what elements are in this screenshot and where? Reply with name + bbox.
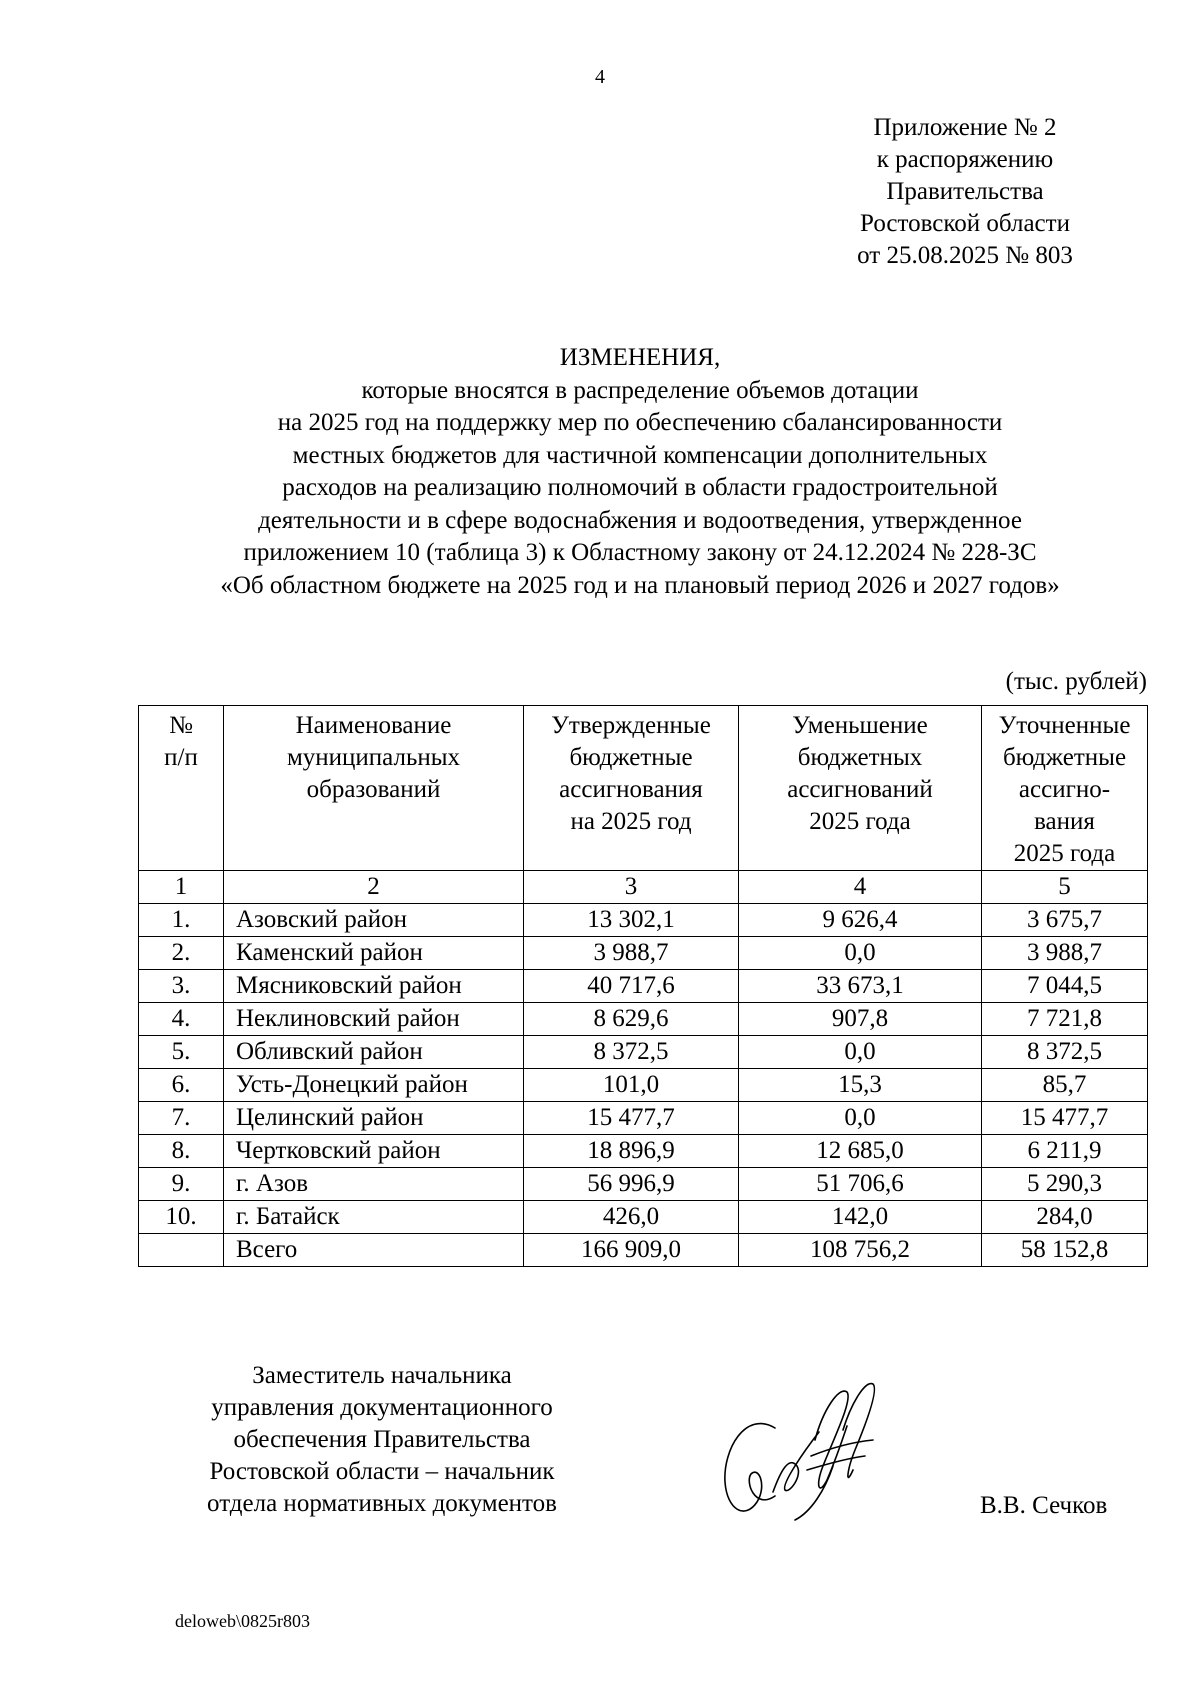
heading-line: расходов на реализацию полномочий в области градостроительной bbox=[282, 474, 998, 501]
cell-revised: 7 721,8 bbox=[982, 1003, 1148, 1036]
table-row bbox=[139, 1135, 1148, 1168]
column-number: 5 bbox=[982, 871, 1148, 904]
header-line: 2025 года bbox=[1013, 840, 1116, 867]
signer-name: В.В. Сечков bbox=[980, 1492, 1108, 1519]
handwritten-signature bbox=[715, 1370, 905, 1530]
header-line: бюджетные bbox=[1002, 744, 1127, 771]
heading-line: местных бюджетов для частичной компенсации дополнительных bbox=[292, 441, 988, 469]
cell-reduction: 907,8 bbox=[739, 1003, 982, 1036]
table-row bbox=[139, 1168, 1148, 1201]
document-code: deloweb\0825r803 bbox=[175, 1611, 310, 1631]
column-number: 3 bbox=[524, 871, 739, 904]
table-row bbox=[139, 937, 1148, 970]
header-line: бюджетные bbox=[569, 744, 693, 771]
header-line: ассигно- bbox=[1018, 776, 1111, 803]
cell-reduction: 33 673,1 bbox=[739, 970, 982, 1003]
appendix-block bbox=[815, 112, 1115, 272]
page-number: 4 bbox=[595, 66, 605, 88]
total-revised: 58 152,8 bbox=[982, 1234, 1148, 1267]
cell-number: 6. bbox=[139, 1069, 224, 1102]
header-line: Утвержденные bbox=[551, 712, 711, 739]
heading-line: которые вносятся в распределение объемов дотации bbox=[361, 376, 919, 404]
cell-reduction: 12 685,0 bbox=[739, 1135, 982, 1168]
header-number bbox=[139, 706, 224, 871]
cell-number: 9. bbox=[139, 1168, 224, 1201]
signer-position bbox=[172, 1360, 592, 1520]
total-label: Всего bbox=[224, 1234, 524, 1267]
header-municipality bbox=[224, 706, 524, 871]
appendix-line: Приложение № 2 bbox=[873, 114, 1057, 141]
cell-revised: 6 211,9 bbox=[982, 1135, 1148, 1168]
table-row bbox=[139, 904, 1148, 937]
header-line: на 2025 год bbox=[570, 808, 692, 835]
cell-municipality: г. Азов bbox=[224, 1168, 524, 1201]
heading-line: приложением 10 (таблица 3) к Областному закону от 24.12.2024 № 228-ЗС bbox=[243, 539, 1037, 566]
cell-municipality: г. Батайск bbox=[224, 1201, 524, 1234]
cell-municipality: Мясниковский район bbox=[224, 970, 524, 1003]
cell-reduction: 9 626,4 bbox=[739, 904, 982, 937]
cell-approved: 13 302,1 bbox=[524, 904, 739, 937]
signer-line: управления документационного bbox=[211, 1394, 553, 1421]
header-reduction bbox=[739, 706, 982, 871]
table-row bbox=[139, 1102, 1148, 1135]
header-line: ассигнования bbox=[559, 776, 703, 803]
cell-reduction: 0,0 bbox=[739, 1036, 982, 1069]
header-line: Наименование bbox=[295, 712, 452, 739]
header-line: п/п bbox=[164, 744, 198, 771]
table-row bbox=[139, 1201, 1148, 1234]
table-header-row bbox=[139, 706, 1148, 871]
cell-number: 2. bbox=[139, 937, 224, 970]
cell-municipality: Чертковский район bbox=[224, 1135, 524, 1168]
cell-approved: 3 988,7 bbox=[524, 937, 739, 970]
cell-reduction: 0,0 bbox=[739, 1102, 982, 1135]
signer-line: обеспечения Правительства bbox=[233, 1426, 531, 1453]
table-row bbox=[139, 1069, 1148, 1102]
document-heading bbox=[130, 342, 1150, 602]
heading-line: деятельности и в сфере водоснабжения и водоотведения, утвержденное bbox=[258, 506, 1022, 534]
header-revised bbox=[982, 706, 1148, 871]
table-row bbox=[139, 970, 1148, 1003]
cell-revised: 3 988,7 bbox=[982, 937, 1148, 970]
cell-revised: 15 477,7 bbox=[982, 1102, 1148, 1135]
cell-municipality: Целинский район bbox=[224, 1102, 524, 1135]
header-line: Уточненные bbox=[998, 712, 1131, 739]
heading-title: ИЗМЕНЕНИЯ, bbox=[559, 344, 721, 371]
signer-line: отдела нормативных документов bbox=[207, 1490, 557, 1517]
units-label: (тыс. рублей) bbox=[1005, 668, 1147, 695]
cell-reduction: 142,0 bbox=[739, 1201, 982, 1234]
cell-approved: 101,0 bbox=[524, 1069, 739, 1102]
header-line: № bbox=[169, 712, 193, 739]
cell-revised: 7 044,5 bbox=[982, 970, 1148, 1003]
cell-approved: 18 896,9 bbox=[524, 1135, 739, 1168]
cell-approved: 8 372,5 bbox=[524, 1036, 739, 1069]
column-number: 2 bbox=[224, 871, 524, 904]
cell-municipality: Неклиновский район bbox=[224, 1003, 524, 1036]
cell-revised: 85,7 bbox=[982, 1069, 1148, 1102]
header-line: 2025 года bbox=[809, 808, 911, 835]
cell-reduction: 15,3 bbox=[739, 1069, 982, 1102]
appendix-line: Правительства bbox=[886, 178, 1044, 205]
total-approved: 166 909,0 bbox=[524, 1234, 739, 1267]
cell-municipality: Каменский район bbox=[224, 937, 524, 970]
heading-line: на 2025 год на поддержку мер по обеспечению сбалансированности bbox=[277, 409, 1003, 436]
signer-line: Ростовской области – начальник bbox=[209, 1458, 555, 1485]
header-line: вания bbox=[1034, 808, 1095, 835]
distribution-table bbox=[138, 705, 1148, 1267]
cell-approved: 40 717,6 bbox=[524, 970, 739, 1003]
header-line: ассигнований bbox=[787, 776, 933, 803]
cell-number: 5. bbox=[139, 1036, 224, 1069]
cell-number: 3. bbox=[139, 970, 224, 1003]
cell-approved: 15 477,7 bbox=[524, 1102, 739, 1135]
appendix-line: Ростовской области bbox=[860, 210, 1070, 237]
cell-number: 10. bbox=[139, 1201, 224, 1234]
header-line: образований bbox=[306, 776, 441, 803]
table-row bbox=[139, 1003, 1148, 1036]
appendix-line: к распоряжению bbox=[876, 146, 1054, 173]
table-row bbox=[139, 1036, 1148, 1069]
appendix-line: от 25.08.2025 № 803 bbox=[857, 242, 1073, 269]
cell-number: 4. bbox=[139, 1003, 224, 1036]
column-number: 1 bbox=[139, 871, 224, 904]
cell-approved: 8 629,6 bbox=[524, 1003, 739, 1036]
column-number-row bbox=[139, 871, 1148, 904]
header-line: Уменьшение bbox=[792, 712, 928, 739]
cell-approved: 56 996,9 bbox=[524, 1168, 739, 1201]
cell-municipality: Усть-Донецкий район bbox=[224, 1069, 524, 1102]
cell-number: 8. bbox=[139, 1135, 224, 1168]
cell-municipality: Обливский район bbox=[224, 1036, 524, 1069]
column-number: 4 bbox=[739, 871, 982, 904]
cell-reduction: 0,0 bbox=[739, 937, 982, 970]
cell-number: 1. bbox=[139, 904, 224, 937]
cell-number: 7. bbox=[139, 1102, 224, 1135]
total-row bbox=[139, 1234, 1148, 1267]
signer-line: Заместитель начальника bbox=[252, 1362, 512, 1389]
header-line: муниципальных bbox=[286, 744, 461, 771]
cell-number bbox=[139, 1234, 224, 1267]
cell-revised: 3 675,7 bbox=[982, 904, 1148, 937]
total-reduction: 108 756,2 bbox=[739, 1234, 982, 1267]
header-line: бюджетных bbox=[797, 744, 923, 771]
cell-revised: 284,0 bbox=[982, 1201, 1148, 1234]
cell-municipality: Азовский район bbox=[224, 904, 524, 937]
heading-line: «Об областном бюджете на 2025 год и на плановый период 2026 и 2027 годов» bbox=[220, 571, 1060, 599]
cell-revised: 5 290,3 bbox=[982, 1168, 1148, 1201]
cell-reduction: 51 706,6 bbox=[739, 1168, 982, 1201]
cell-approved: 426,0 bbox=[524, 1201, 739, 1234]
cell-revised: 8 372,5 bbox=[982, 1036, 1148, 1069]
header-approved bbox=[524, 706, 739, 871]
